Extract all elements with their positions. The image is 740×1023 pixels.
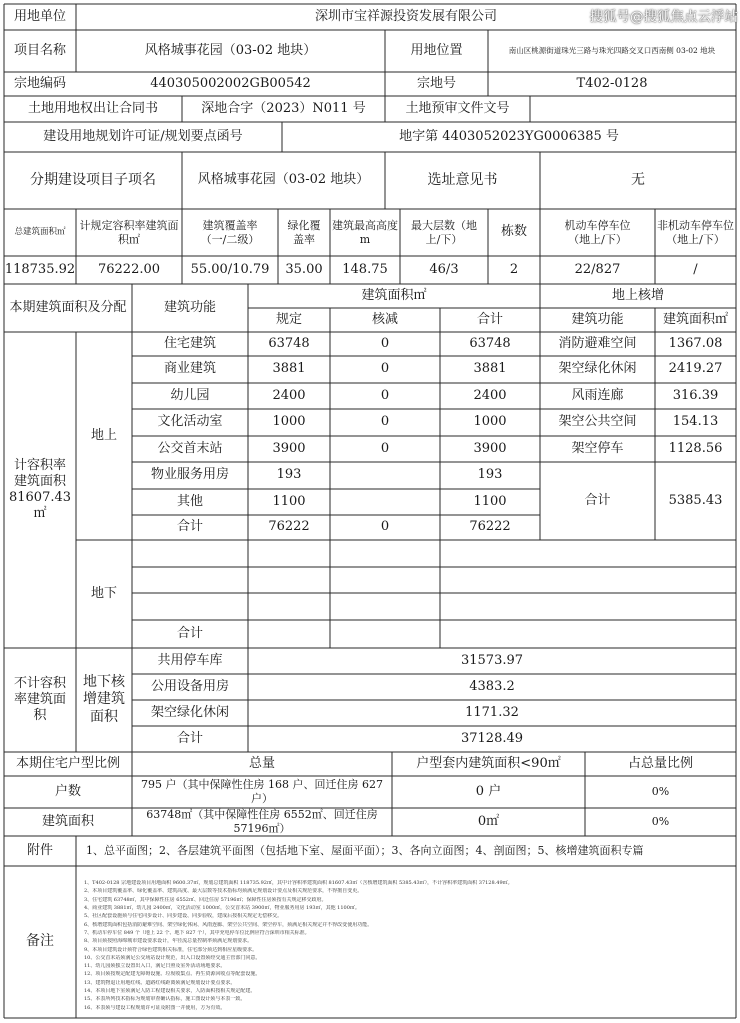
land-location-label: 用地位置 [410, 42, 463, 58]
remark-line: 4、商业建筑 3881㎡，幼儿园 2400㎡，文化活动室 1000㎡，公交首末站 3900㎡，物业服务用房 193㎡，其他 1100㎡。 [84, 904, 360, 911]
permit-value: 地字第 4403052023YG0006385 号 [399, 128, 619, 144]
res-area-ratio: 0% [651, 815, 670, 829]
total-label: 合计 [476, 311, 503, 327]
ind-value-0: 118735.92 [4, 261, 76, 277]
ind-value-6: 2 [509, 261, 519, 277]
non-far-row-2-name: 架空绿化休闲 [150, 704, 229, 720]
remark-line: 10、公交首末站须满足公交场站设计规范，出入口设置须经交通主管部门同意。 [84, 954, 261, 961]
row-total: 193 [477, 467, 503, 483]
site-opinion-label: 选址意见书 [427, 171, 498, 188]
non-far-sub-label: 地下核增建筑面积 [83, 673, 125, 725]
row-area: 1128.56 [668, 440, 723, 456]
row-func: 架空公共空间 [558, 414, 637, 430]
row-total: 1100 [473, 493, 507, 509]
ind-header-5: 最大层数（地上/下） [411, 218, 477, 246]
ind-value-5: 46/3 [429, 261, 459, 277]
row-red: 0 [380, 440, 390, 456]
reduction-label: 核减 [371, 311, 398, 327]
row-name: 其他 [176, 493, 203, 509]
site-opinion-value: 无 [631, 171, 645, 188]
prelim-label: 土地预审文件文号 [405, 100, 510, 116]
remark-line: 1、T402-0128 宗地建设项目用地面积 9600.37㎡，规划总建筑面积 118735.92㎡，其中计容积率建筑面积 81607.43㎡（含核增建筑面积 5385.43㎡），不计容积率建筑面积 37128.49㎡。 [84, 880, 513, 886]
land-unit-label: 用地单位 [13, 8, 66, 24]
res-area-small: 0㎡ [477, 813, 500, 829]
remark-line: 7、机动车停车位 849 个（地上 22 个、地下 827 个），其中充电停车位比例应符合深圳市相关标准。 [84, 929, 310, 936]
non-far-row-1-name: 公用设备用房 [150, 678, 229, 694]
parcel-no-value: T402-0128 [576, 75, 648, 91]
project-name-label: 项目名称 [13, 42, 66, 58]
ind-header-6: 栋数 [500, 224, 527, 240]
ind-header-2: 建筑覆盖率（一/二级） [200, 218, 260, 246]
row-name: 公交首末站 [157, 440, 223, 456]
non-far-label: 不计容积率建筑面积 [13, 675, 66, 724]
ind-value-2: 55.00/10.79 [190, 261, 270, 277]
area-label: 建筑面积㎡ [361, 287, 427, 303]
row-total: 63748 [469, 335, 511, 351]
subtotal-red: 0 [380, 519, 390, 535]
non-far-row-2-value: 1171.32 [465, 704, 519, 720]
res-area-total: 63748㎡（其中保障性住房 6552㎡、回迁住房 57196㎡） [146, 808, 378, 835]
far-label: 计容积率建筑面积 81607.43㎡ [8, 457, 72, 522]
remark-line: 8、项目须按照海绵城市建设要求设计，年径流总量控制率须满足规划要求。 [84, 938, 253, 945]
row-red [330, 489, 440, 515]
ind-header-4: 建筑最高高度 m [332, 218, 398, 246]
sub-item-value: 风格城事花园（03-02 地块） [197, 172, 370, 188]
remark-line: 6、核增建筑面积包括消防避难空间、架空绿化休闲、风雨连廊、架空公共空间、架空停车，须满足相关规定并不得改变使用功能。 [84, 921, 373, 928]
ind-value-7: 22/827 [574, 261, 621, 277]
row-func: 架空停车 [571, 440, 624, 456]
row-total: 1000 [473, 414, 507, 430]
attachments-label: 附件 [26, 842, 53, 858]
above-check-label: 地上核增 [611, 287, 664, 303]
res-area-label: 建筑面积 [41, 813, 94, 829]
subtotal-name: 合计 [176, 519, 203, 535]
ind-header-1: 计规定容积率建筑面积㎡ [79, 218, 179, 246]
parcel-code-value: 440305002002GB00542 [150, 75, 311, 91]
permit-label: 建设用地规划许可证/规划要点函号 [43, 128, 243, 144]
residential-label: 本期住宅户型比例 [15, 755, 120, 771]
row-name: 商业建筑 [163, 361, 216, 377]
row-reg: 1100 [272, 493, 306, 509]
remark-line: 12、项目须按规定配建无障碍设施、垃圾收集点、再生资源回收点等配套设施。 [84, 971, 261, 978]
ind-value-1: 76222.00 [97, 261, 161, 277]
row-area: 2419.27 [668, 361, 723, 377]
households-total: 795 户（其中保障性住房 168 户、回迁住房 627 户） [141, 778, 383, 805]
residential-ratio-label: 占总量比例 [627, 755, 693, 771]
row-red: 0 [380, 335, 390, 351]
row-name: 文化活动室 [157, 414, 223, 430]
parcel-code-label: 宗地编码 [13, 75, 66, 91]
above-func-label: 建筑功能 [571, 311, 624, 327]
row-reg: 193 [276, 467, 302, 483]
row-name: 物业服务用房 [150, 467, 229, 483]
row-func: 架空绿化休闲 [558, 361, 637, 377]
remark-line: 11、幼儿园须独立设置出入口，满足日照及室外活动场地要求。 [84, 963, 226, 970]
ind-value-3: 35.00 [285, 261, 323, 277]
row-func: 风雨连廊 [571, 387, 624, 403]
remark-line: 3、住宅建筑 63748㎡，其中保障性住房 6552㎡、回迁住房 57196㎡；保障性住房须按有关规定移交政府。 [84, 896, 327, 903]
residential-total-label: 总量 [248, 755, 275, 771]
ind-header-0: 总建筑面积㎡ [14, 226, 66, 237]
project-name-value: 风格城事花园（03-02 地块） [144, 42, 317, 58]
distribution-section-label: 本期建筑面积及分配 [9, 299, 127, 315]
subtotal-area: 5385.43 [668, 492, 723, 508]
below-ground-label: 地下 [90, 585, 117, 601]
regulated-label: 规定 [275, 311, 302, 327]
land-unit-value: 深圳市宝祥源投资发展有限公司 [314, 8, 497, 24]
households-label: 户数 [54, 783, 81, 799]
above-ground-label: 地上 [90, 427, 117, 443]
row-reg: 3900 [272, 440, 306, 456]
row-reg: 3881 [272, 361, 306, 377]
households-ratio: 0% [651, 785, 670, 799]
watermark: 搜狐号@搜狐焦点云浮站 [589, 9, 738, 25]
row-total: 3900 [473, 440, 507, 456]
households-small: 0 户 [475, 783, 502, 799]
residential-small-label: 户型套内建筑面积<90㎡ [416, 755, 561, 771]
remark-line: 14、本项目地下室须满足人防工程建设相关要求，人防面积按相关规定配建。 [84, 988, 256, 995]
below-subtotal-label: 合计 [176, 625, 203, 641]
above-area-label: 建筑面积㎡ [662, 311, 728, 327]
row-red: 0 [380, 361, 390, 377]
remarks-lines [84, 876, 734, 1016]
row-name: 住宅建筑 [163, 335, 216, 351]
remark-line: 5、社区配套设施须与住宅同步设计、同步建设、同步验收，建成后按相关规定无偿移交。 [84, 913, 283, 920]
subtotal-total: 76222 [469, 519, 511, 535]
remark-line: 9、本项目建筑设计须符合绿色建筑相关标准，住宅部分须达到相应星级要求。 [84, 946, 258, 953]
non-far-row-0-name: 共用停车库 [157, 652, 223, 668]
remark-line: 15、本表所列技术指标为规划审查确认指标，施工图设计须与本表一致。 [84, 996, 246, 1003]
row-reg: 2400 [272, 387, 306, 403]
land-location-value: 南山区桃源街道珠光三路与珠光四路交叉口西南侧 03-02 地块 [508, 45, 716, 55]
non-far-row-3-name: 合计 [176, 730, 203, 746]
row-area: 1367.08 [668, 335, 723, 351]
row-reg: 63748 [268, 335, 310, 351]
row-area: 316.39 [672, 387, 719, 403]
ind-value-4: 148.75 [342, 261, 388, 277]
subtotal-reg: 76222 [268, 519, 310, 535]
parcel-no-label: 宗地号 [416, 75, 456, 91]
remark-line: 2、本项目建筑覆盖率、绿化覆盖率、建筑高度、最大层数等技术指标均须满足规划设计要点及相关规范要求，不得擅自变更。 [84, 888, 363, 895]
row-area: 154.13 [672, 414, 719, 430]
ind-header-8: 非机动车停车位（地上/下） [657, 218, 734, 246]
contract-value: 深地合字（2023）N011 号 [201, 100, 366, 116]
ind-header-7: 机动车停车位（地上/下） [564, 218, 631, 246]
subtotal-func: 合计 [584, 492, 611, 508]
ind-header-3: 绿化覆盖率 [287, 218, 321, 246]
row-reg: 1000 [272, 414, 306, 430]
ind-value-8: / [693, 261, 698, 277]
contract-label: 土地用地权出让合同书 [27, 100, 158, 116]
row-total: 2400 [473, 387, 507, 403]
row-red: 0 [380, 414, 390, 430]
row-red [330, 462, 440, 489]
sub-item-label: 分期建设项目子项名 [30, 171, 156, 188]
non-far-row-3-value: 37128.49 [460, 730, 524, 746]
row-red: 0 [380, 387, 390, 403]
function-label: 建筑功能 [163, 299, 216, 315]
remark-line: 13、建筑物退让用地红线、道路红线距离须满足规划设计要点要求。 [84, 979, 236, 986]
non-far-row-0-value: 31573.97 [460, 652, 524, 668]
row-total: 3881 [473, 361, 507, 377]
row-name: 幼儿园 [170, 387, 210, 403]
non-far-row-1-value: 4383.2 [469, 678, 515, 694]
remark-line: 16、本表须与建设工程规划许可证及附图一并使用，方为有效。 [84, 1004, 226, 1011]
attachments-value: 1、总平面图；2、各层建筑平面图（包括地下室、屋面平面）；3、各向立面图；4、剖面图；5、核增建筑面积专篇 [86, 844, 644, 858]
remarks-label: 备注 [26, 933, 54, 950]
prelim-value [530, 96, 736, 122]
row-func: 消防避难空间 [558, 335, 637, 351]
